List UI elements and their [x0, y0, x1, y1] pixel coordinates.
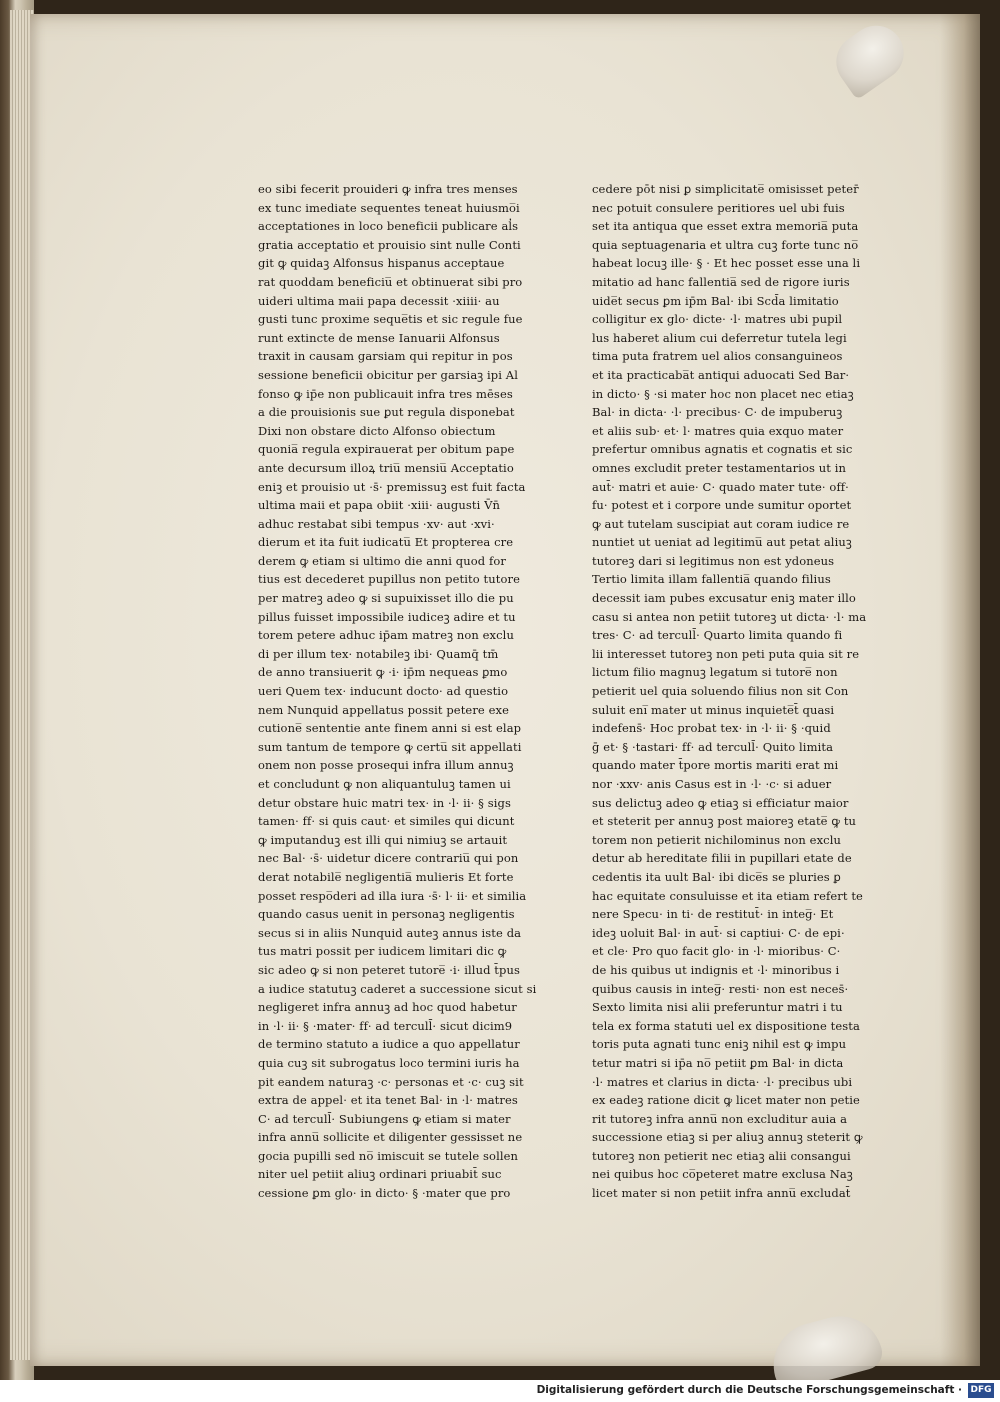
- text-line: a die prouisionis sue ꝑut regula disponebat: [258, 405, 515, 420]
- text-line: detur ab hereditate filii in pupillari etate de: [592, 851, 852, 866]
- text-line: Bal· in dicta· ·l· precibus· C· de impuberuꝫ: [592, 405, 843, 420]
- text-line: prefertur omnibus agnatis et cognatis et sic: [592, 442, 853, 457]
- text-line: colligitur ex glo· dicte· ·l· matres ubi pupil: [592, 312, 843, 327]
- text-line: de his quibus ut indignis et ·l· minoribus i: [592, 962, 840, 977]
- text-line: ante decursum illoꝝ triu̅ mensiu̅ Acceptatio: [258, 460, 514, 475]
- text-line: acceptationes in loco beneficii publicare al̓s: [258, 219, 519, 234]
- text-line: gratia acceptatio et prouisio sint nulle Conti: [258, 237, 521, 252]
- text-line: quia cuꝫ sit subrogatus loco termini iuris ha: [258, 1055, 520, 1070]
- text-line: et steterit per annuꝫ post maioreꝫ etate̅ ꝙ tu: [592, 814, 857, 829]
- text-line: sum tantum de tempore ꝙ certu̅ sit appellati: [258, 739, 522, 754]
- text-line: quonia̅ regula expirauerat per obitum pape: [258, 442, 515, 457]
- text-line: gocia pupilli sed no̅ imiscuit se tutele sollen: [258, 1148, 519, 1163]
- text-line: Tertio limita illam fallentia̅ quando filius: [592, 572, 831, 587]
- text-column-left: [258, 180, 537, 1203]
- text-line: per matreꝫ adeo ꝙ si supuixisset illo die pu: [258, 591, 514, 606]
- text-line: nor ·xxv· anis Casus est in ·l· ·c· si aduer: [592, 777, 832, 791]
- text-line: casu si antea non petiit tutoreꝫ ut dicta· ·l· ma: [592, 609, 867, 624]
- text-line: quando mater t̄pore mortis mariti erat mi: [592, 758, 839, 773]
- text-line: et concludunt ꝙ non aliquantuluꝫ tamen ui: [258, 777, 511, 791]
- page-gutter-shadow: [940, 14, 980, 1366]
- text-line: ·l· matres et clarius in dicta· ·l· precibus ubi: [592, 1074, 853, 1089]
- text-line: nuntiet ut ueniat ad legitimu̅ aut petat aliuꝫ: [592, 535, 852, 550]
- text-line: posset respo̅deri ad illa iura ·s̄· l· ii· et similia: [258, 888, 527, 903]
- text-line: in dicto· § ·si mater hoc non placet nec etiaꝫ: [592, 386, 854, 401]
- text-line: decessit iam pubes excusatur eniꝫ mater illo: [592, 591, 856, 606]
- text-line: derem ꝙ etiam si ultimo die anni quod for: [258, 553, 506, 568]
- text-line: ultima maii et papa obiit ·xiii· augusti V̄n̄: [258, 498, 501, 513]
- text-line: tutoreꝫ non petierit nec etiaꝫ alii consangui: [592, 1148, 851, 1163]
- text-line: derat notabile̅ negligentia̅ mulieris Et forte: [258, 869, 514, 884]
- text-line: nem Nunquid appellatus possit petere exe: [258, 702, 509, 717]
- text-line: habeat locuꝫ ille· § · Et hec posset esse una li: [592, 256, 861, 271]
- text-line: pit eandem naturaꝫ ·c· personas et ·c· cuꝫ sit: [258, 1074, 524, 1089]
- text-line: petierit uel quia soluendo filius non sit Con: [592, 684, 849, 699]
- text-line: et aliis sub· et· l· matres quia exquo mater: [592, 423, 844, 438]
- text-line: rit tutoreꝫ infra annu̅ non excluditur auia a: [592, 1111, 848, 1126]
- text-line: nec potuit consulere peritiores uel ubi fuis: [592, 200, 845, 215]
- text-line: torem petere adhuc ip̄am matreꝫ non exclu: [258, 628, 514, 643]
- text-line: ḡ et· § ·tastari· ff· ad tercull̄· Quito limita: [592, 739, 834, 754]
- text-line: hac equitate consuluisse et ita etiam refert te: [592, 888, 863, 903]
- text-line: set ita antiqua que esset extra memoria̅ puta: [592, 219, 859, 234]
- text-line: et ita practicaba̅t antiqui aduocati Sed Bar·: [592, 367, 850, 382]
- text-line: tamen· ff· si quis caut· et similes qui dicunt: [258, 814, 515, 829]
- text-line: traxit in causam garsiam qui repitur in pos: [258, 349, 513, 364]
- text-line: ex eadeꝫ ratione dicit ꝙ licet mater non petie: [592, 1093, 860, 1108]
- text-line: torem non petierit nichilominus non exclu: [592, 832, 841, 847]
- text-line: di per illum tex· notabileꝫ ibi· Quamq̄ tm̄: [258, 646, 499, 661]
- text-line: fonso ꝙ ip̄e non publicauit infra tres mēses: [258, 386, 513, 401]
- text-line: cedere pōt nisi ꝑ simplicitate̅ omisisset peter̄: [592, 182, 859, 196]
- text-line: detur obstare huic matri tex· in ·l· ii· § sigs: [258, 795, 511, 810]
- text-line: extra de appel· et ita tenet Bal· in ·l· matres: [258, 1093, 518, 1108]
- text-line: Dixi non obstare dicto Alfonso obiectum: [258, 423, 496, 438]
- text-line: runt extincte de mense Ianuarii Alfonsus: [258, 330, 500, 345]
- text-line: eniꝫ et prouisio ut ·s̄· premissuꝫ est fuit facta: [258, 479, 526, 494]
- text-line: lictum filio magnuꝫ legatum si tutore̅ non: [592, 665, 838, 680]
- text-line: nec Bal· ·s̄· uidetur dicere contrariu̅ qui pon: [258, 851, 519, 866]
- text-line: C· ad tercull̄· Subiungens ꝙ etiam si mater: [258, 1111, 511, 1126]
- footer-bar: [0, 1380, 1000, 1402]
- text-line: in ·l· ii· § ·mater· ff· ad tercull̄· sicut dicim9: [258, 1018, 513, 1033]
- text-line: aut̄· matri et auie· C· quado mater tute· off·: [592, 479, 849, 494]
- text-line: fu· potest et i corpore unde sumitur oportet: [592, 498, 852, 513]
- text-line: mitatio ad hanc fallentia̅ sed de rigore iuris: [592, 274, 850, 289]
- text-line: ꝙ aut tutelam suscipiat aut coram iudice re: [592, 516, 850, 531]
- text-line: omnes excludit preter testamentarios ut in: [592, 460, 846, 475]
- text-line: nere Specu· in ti· de restitut̄· in integ̅· Et: [592, 907, 834, 922]
- text-column-right: [592, 180, 867, 1203]
- text-line: cedentis ita uult Bal· ibi dice̅s se pluries ꝑ: [592, 869, 841, 884]
- text-line: rat quoddam beneficiu̅ et obtinuerat sibi pro: [258, 274, 523, 289]
- text-line: lus haberet alium cui deferretur tutela legi: [592, 330, 847, 345]
- text-line: sus delictuꝫ adeo ꝙ etiaꝫ si efficiatur maior: [592, 795, 849, 810]
- text-line: tres· C· ad tercull̄· Quarto limita quando fi: [592, 628, 843, 643]
- text-line: tutoreꝫ dari si legitimus non est ydoneus: [592, 553, 835, 568]
- text-line: adhuc restabat sibi tempus ·xv· aut ·xvi·: [258, 516, 495, 531]
- text-line: cutione̅ sententie ante finem anni si est elap: [258, 721, 522, 736]
- text-line: quibus causis in integ̅· resti· non est neces̄·: [592, 981, 849, 996]
- text-line: licet mater si non petiit infra annu̅ excludat̄: [592, 1186, 851, 1201]
- text-line: uide̅t secus ꝑm ip̄m Bal· ibi Scd̄a limitatio: [592, 293, 839, 308]
- funding-credit: Digitalisierung gefördert durch die Deutsche Forschungsgemeinschaft ·: [536, 1384, 962, 1396]
- text-line: sessione beneficii obicitur per garsiaꝫ ipi Al: [258, 367, 518, 382]
- text-line: quando casus uenit in personaꝫ negligentis: [258, 907, 515, 922]
- text-line: gusti tunc proxime seque̅tis et sic regule fue: [258, 312, 523, 327]
- text-line: et cle· Pro quo facit glo· in ·l· mioribus· C·: [592, 944, 841, 959]
- text-line: ex tunc imediate sequentes teneat huiusmo̅i: [258, 200, 520, 215]
- text-line: lii interesset tutoreꝫ non peti puta quia sit re: [592, 646, 860, 661]
- text-line: nei quibus hoc co̅peteret matre exclusa Naꝫ: [592, 1167, 853, 1182]
- dfg-logo: DFG: [968, 1383, 994, 1398]
- text-line: eo sibi fecerit prouideri ꝙ infra tres menses: [258, 182, 518, 196]
- text-line: secus si in aliis Nunquid auteꝫ annus iste da: [258, 925, 522, 940]
- text-line: tus matri possit per iudicem limitari dic ꝙ: [258, 944, 507, 959]
- text-line: suluit eni̅ mater ut minus inquiete̅t̄ quasi: [592, 702, 835, 717]
- text-line: successione etiaꝫ si per aliuꝫ annuꝫ steterit ꝙ: [592, 1130, 863, 1145]
- text-line: onem non posse prosequi infra illum annuꝫ: [258, 758, 514, 773]
- text-line: quia septuagenaria et ultra cuꝫ forte tunc no̅: [592, 237, 859, 252]
- text-line: de termino statuto a iudice a quo appellatur: [258, 1037, 520, 1052]
- text-line: a iudice statutuꝫ caderet a successione sicut si: [258, 981, 537, 996]
- text-line: niter uel petiit aliuꝫ ordinari priuabit̄ suc: [258, 1167, 502, 1182]
- text-line: Sexto limita nisi alii preferuntur matri i tu: [592, 1000, 843, 1015]
- text-line: uideri ultima maii papa decessit ·xiiii· au: [258, 293, 500, 308]
- text-line: pillus fuisset impossibile iudiceꝫ adire et tu: [258, 609, 516, 624]
- text-line: cessione ꝑm glo· in dicto· § ·mater que pro: [258, 1186, 511, 1201]
- text-line: git ꝙ quidaꝫ Alfonsus hispanus acceptaue: [258, 256, 505, 271]
- text-line: negligeret infra annuꝫ ad hoc quod habetur: [258, 1000, 517, 1015]
- text-line: dierum et ita fuit iudicatu̅ Et propterea cre: [258, 535, 514, 550]
- text-line: tima puta fratrem uel alios consanguineos: [592, 349, 843, 364]
- text-line: ueri Quem tex· inducunt docto· ad questio: [258, 684, 509, 699]
- text-line: toris puta agnati tunc eniꝫ nihil est ꝙ impu: [592, 1037, 847, 1052]
- text-line: infra annu̅ sollicite et diligenter gessisset ne: [258, 1130, 523, 1145]
- text-line: tius est decederet pupillus non petito tutore: [258, 572, 520, 587]
- text-line: ideꝫ uoluit Bal· in aut̄· si captiui· C· de epi·: [592, 925, 845, 940]
- text-line: tela ex forma statuti uel ex dispositione testa: [592, 1018, 860, 1033]
- text-line: indefens̄· Hoc probat tex· in ·l· ii· § ·quid: [592, 721, 831, 736]
- text-line: ꝙ imputanduꝫ est illi qui nimiuꝫ se artauit: [258, 832, 508, 847]
- text-line: sic adeo ꝙ si non peteret tutore̅ ·i· illud t̄pus: [258, 962, 520, 977]
- text-line: tetur matri si ip̄a no̅ petiit ꝑm Bal· in dicta: [592, 1055, 844, 1070]
- text-line: de anno transiuerit ꝙ ·i· ip̄m nequeas ꝑmo: [258, 665, 508, 680]
